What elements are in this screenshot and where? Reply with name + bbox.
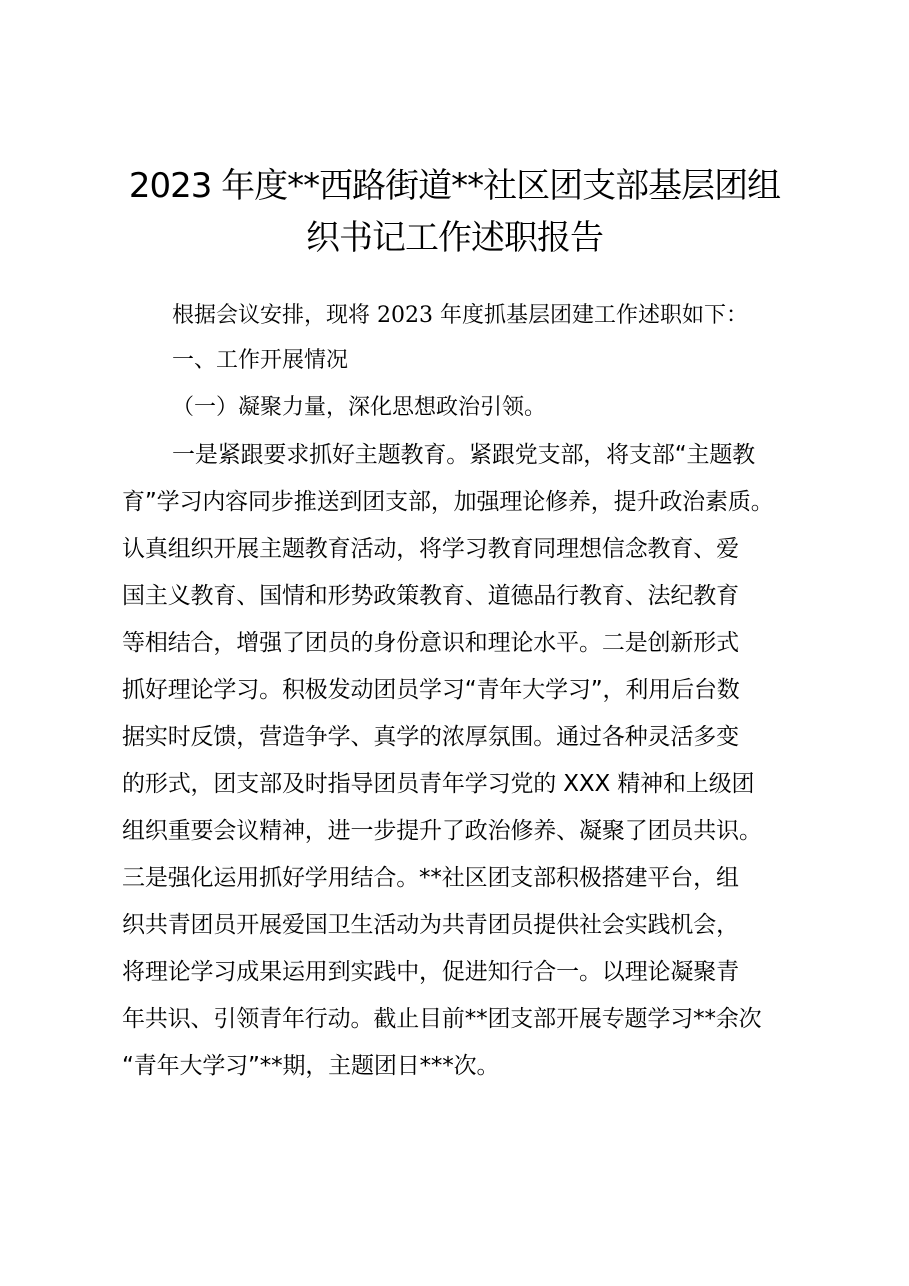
- paragraph-line: 组织重要会议精神，进一步提升了政治修养、凝聚了团员共识。: [122, 818, 762, 844]
- section-heading: 一、工作开展情况: [172, 348, 349, 373]
- paragraph-line: 据实时反馈，营造争学、真学的浓厚氛围。通过各种灵活多变: [122, 724, 739, 750]
- paragraph-line: 国主义教育、国情和形势政策教育、道德品行教育、法纪教育: [122, 583, 739, 609]
- paragraph-line: 年共识、引领青年行动。截止目前**团支部开展专题学习**余次: [122, 1006, 762, 1032]
- paragraph-line: “青年大学习”**期，主题团日***次。: [122, 1053, 500, 1079]
- paragraph-line: 认真组织开展主题教育活动，将学习教育同理想信念教育、爱: [122, 536, 739, 562]
- paragraph-line: 三是强化运用抓好学用结合。**社区团支部积极搭建平台，组: [122, 865, 739, 891]
- paragraph-line: 织共青团员开展爱国卫生活动为共青团员提供社会实践机会，: [122, 912, 739, 938]
- paragraph-line: 育”学习内容同步推送到团支部，加强理论修养，提升政治素质。: [122, 489, 774, 515]
- title-line-2: 织书记工作述职报告: [306, 218, 603, 258]
- title-line-1: 2023 年度**西路街道**社区团支部基层团组: [128, 166, 781, 206]
- paragraph-line: 抓好理论学习。积极发动团员学习“青年大学习”，利用后台数: [122, 677, 740, 703]
- subsection-heading: （一）凝聚力量，深化思想政治引领。: [172, 395, 547, 420]
- paragraph-line: 一是紧跟要求抓好主题教育。紧跟党支部，将支部“主题教: [172, 442, 756, 468]
- paragraph-line: 将理论学习成果运用到实践中，促进知行合一。以理论凝聚青: [122, 959, 739, 985]
- paragraph-line: 等相结合，增强了团员的身份意识和理论水平。二是创新形式: [122, 630, 739, 656]
- paragraph-line: 的形式，团支部及时指导团员青年学习党的 XXX 精神和上级团: [122, 771, 755, 797]
- lead-paragraph: 根据会议安排，现将 2023 年度抓基层团建工作述职如下：: [172, 303, 748, 328]
